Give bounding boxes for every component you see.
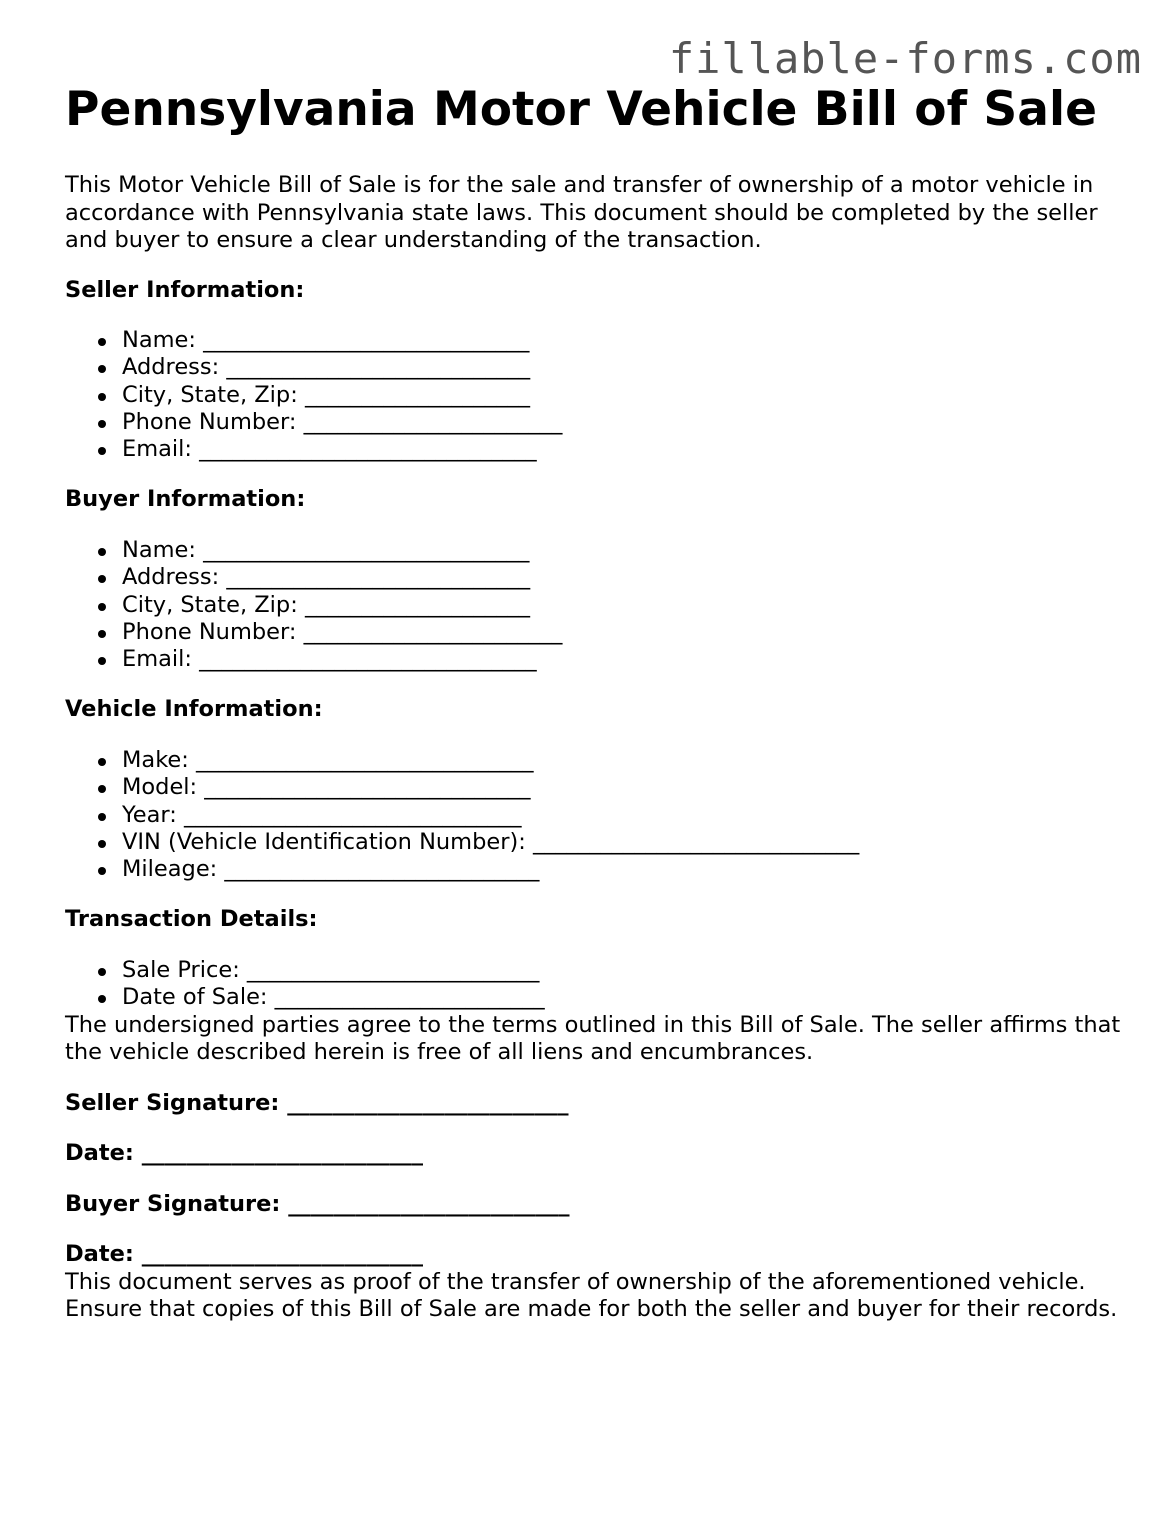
list-item[interactable]: Address: ___________________________ (122, 354, 1125, 381)
list-item[interactable]: Name: _____________________________ (122, 327, 1125, 354)
document-title: Pennsylvania Motor Vehicle Bill of Sale (65, 82, 1097, 137)
list-item[interactable]: Address: ___________________________ (122, 564, 1125, 591)
buyer-heading: Buyer Information: (65, 486, 306, 513)
seller-list (65, 327, 1125, 463)
seller-signature-line[interactable]: Seller Signature: _________________________ (65, 1089, 569, 1116)
list-item[interactable]: Phone Number: _______________________ (122, 619, 1125, 646)
list-item[interactable]: Date of Sale: ________________________ (122, 984, 1125, 1011)
list-item[interactable]: Year: ______________________________ (122, 802, 1125, 829)
transaction-heading: Transaction Details: (65, 906, 318, 933)
list-item[interactable]: Email: ______________________________ (122, 646, 1125, 673)
closing-paragraph: This document serves as proof of the transfer of ownership of the aforementioned vehicle. Ensure that copies of this Bill of Sale are made for both the seller and buyer for their records. (65, 1268, 1118, 1323)
list-item[interactable]: City, State, Zip: ____________________ (122, 592, 1125, 619)
list-item[interactable]: Sale Price: __________________________ (122, 957, 1125, 984)
intro-paragraph: This Motor Vehicle Bill of Sale is for the sale and transfer of ownership of a motor vehicle in accordance with Pennsylvania state laws. This document should be completed by the seller and buyer to ensure a clear understanding of the transaction. (65, 172, 1098, 253)
document-page (65, 82, 1125, 1324)
list-item[interactable]: City, State, Zip: ____________________ (122, 382, 1125, 409)
buyer-date-line[interactable]: Date: _________________________ (65, 1241, 423, 1268)
list-item[interactable]: Phone Number: _______________________ (122, 409, 1125, 436)
list-item[interactable]: Email: ______________________________ (122, 436, 1125, 463)
list-item[interactable]: VIN (Vehicle Identification Number): _____________________________ (122, 829, 1125, 856)
transaction-list (65, 957, 1125, 1012)
list-item[interactable]: Name: _____________________________ (122, 537, 1125, 564)
agreement-paragraph: The undersigned parties agree to the terms outlined in this Bill of Sale. The seller affirms that the vehicle described herein is free of all liens and encumbrances. (65, 1011, 1121, 1066)
buyer-list (65, 537, 1125, 673)
list-item[interactable]: Make: ______________________________ (122, 747, 1125, 774)
list-item[interactable]: Model: _____________________________ (122, 774, 1125, 801)
vehicle-heading: Vehicle Information: (65, 696, 323, 723)
seller-date-line[interactable]: Date: _________________________ (65, 1140, 423, 1167)
buyer-signature-line[interactable]: Buyer Signature: _________________________ (65, 1190, 570, 1217)
seller-heading: Seller Information: (65, 276, 305, 303)
watermark: fillable-forms.com (668, 34, 1142, 83)
vehicle-list (65, 747, 1125, 883)
list-item[interactable]: Mileage: ____________________________ (122, 856, 1125, 883)
